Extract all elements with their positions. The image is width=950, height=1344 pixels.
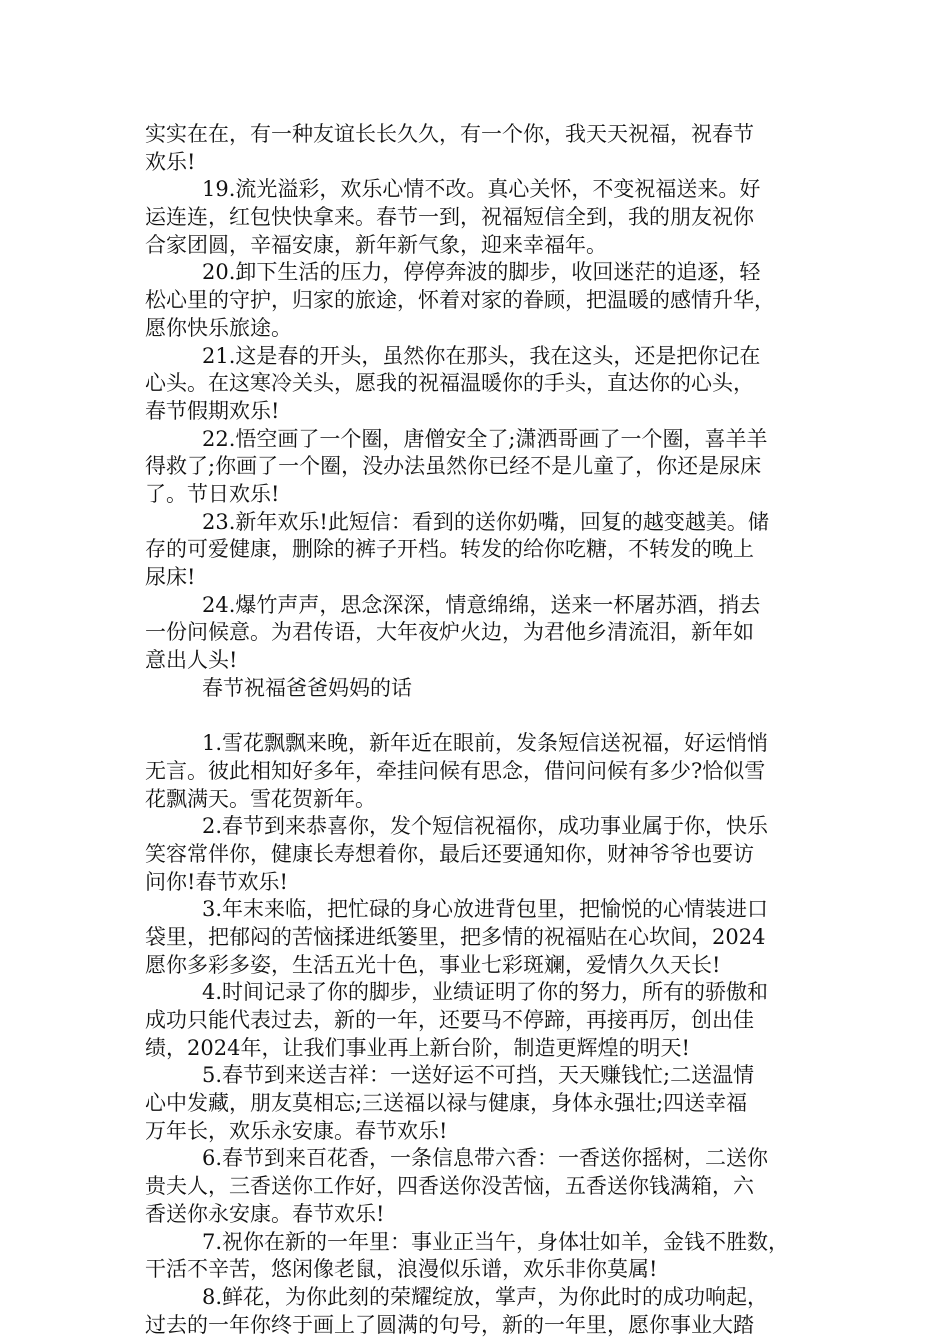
text-line: 6.春节到来百花香，一条信息带六香：一香送你摇树，二送你 [202,1146,769,1171]
text-line: 20.卸下生活的压力，停停奔波的脚步，收回迷茫的追逐，轻 [202,260,761,285]
text-line: 春节祝福爸爸妈妈的话 [202,675,412,700]
text-line: 3.年末来临，把忙碌的身心放进背包里，把愉悦的心情装进口 [202,897,769,922]
text-line: 成功只能代表过去，新的一年，还要马不停蹄，再接再厉，创出佳 [145,1008,754,1032]
document-body [145,121,821,1339]
text-line: 2.春节到来恭喜你，发个短信祝福你，成功事业属于你，快乐 [202,814,769,839]
text-line: 一份问候意。为君传语，大年夜炉火边，为君他乡清流泪，新年如 [145,620,754,645]
text-line: 24.爆竹声声，思念深深，情意绵绵，送来一杯屠苏酒，捎去 [202,592,761,617]
text-line: 欢乐! [145,149,196,174]
text-line: 运连连，红包快快拿来。春节一到，祝福短信全到，我的朋友祝你 [145,205,754,230]
text-line: 8.鲜花，为你此刻的荣耀绽放，掌声，为你此时的成功响起， [202,1284,769,1309]
text-line: 问你!春节欢乐! [145,869,288,894]
text-line: 7.祝你在新的一年里：事业正当午，身体壮如羊，金钱不胜数， [202,1229,790,1254]
text-line: 存的可爱健康，删除的裤子开档。转发的给你吃糖，不转发的晚上 [145,537,754,562]
text-line: 22.悟空画了一个圈，唐僧安全了;潇洒哥画了一个圈，喜羊羊 [202,426,768,451]
text-line: 心中发藏，朋友莫相忘;三送福以禄与健康，身体永强壮;四送幸福 [145,1091,748,1116]
text-line: 干活不辛苦，悠闲像老鼠，浪漫似乐谱，欢乐非你莫属! [145,1257,658,1282]
blank-line [145,702,821,730]
text-line: 5.春节到来送吉祥：一送好运不可挡，天天赚钱忙;二送温情 [202,1063,755,1088]
text-line: 贵夫人，三香送你工作好，四香送你没苦恼，五香送你钱满箱，六 [145,1174,754,1199]
text-line: 万年长，欢乐永安康。春节欢乐! [145,1118,448,1143]
text-line: 23.新年欢乐!此短信：看到的送你奶嘴，回复的越变越美。储 [202,509,769,534]
text-line: 尿床! [145,565,196,589]
text-line: 香送你永安康。春节欢乐! [145,1201,385,1226]
text-line: 1.雪花飘飘来晚，新年近在眼前，发条短信送祝福，好运悄悄 [202,731,769,756]
text-line: 绩，2024年，让我们事业再上新台阶，制造更辉煌的明天! [145,1035,690,1060]
text-line: 意出人头! [145,648,238,673]
text-line: 春节假期欢乐! [145,398,280,423]
text-line: 无言。彼此相知好多年，牵挂问候有思念，借问问候有多少?恰似雪 [145,758,766,783]
text-line: 花飘满天。雪花贺新年。 [145,786,376,811]
text-line: 19.流光溢彩，欢乐心情不改。真心关怀，不变祝福送来。好 [202,177,761,202]
text-line: 合家团圆，辛福安康，新年新气象，迎来幸福年。 [145,232,607,257]
text-line: 愿你多彩多姿，生活五光十色，事业七彩斑斓，爱情久久天长! [145,952,721,977]
text-line: 袋里，把郁闷的苦恼揉进纸篓里，把多情的祝福贴在心坎间，2024 [145,924,766,949]
text-line: 实实在在，有一种友谊长长久久，有一个你，我天天祝福，祝春节 [145,122,754,146]
text-line: 了。节日欢乐! [145,481,280,506]
text-line: 21.这是春的开头，虽然你在那头，我在这头，还是把你记在 [202,343,761,368]
text-line: 笑容常伴你，健康长寿想着你，最后还要通知你，财神爷爷也要访 [145,841,754,866]
text-line: 过去的一年你终于画上了圆满的句号，新的一年里，愿你事业大踏 [145,1312,754,1337]
text-line: 松心里的守护，归家的旅途，怀着对家的眷顾，把温暖的感情升华， [145,288,775,313]
text-line: 愿你快乐旅途。 [145,315,292,340]
text-line: 4.时间记录了你的脚步，业绩证明了你的努力，所有的骄傲和 [202,980,769,1005]
text-line: 得救了;你画了一个圈，没办法虽然你已经不是儿童了，你还是尿床 [145,454,762,479]
text-line: 心头。在这寒冷关头，愿我的祝福温暖你的手头，直达你的心头， [145,371,754,396]
